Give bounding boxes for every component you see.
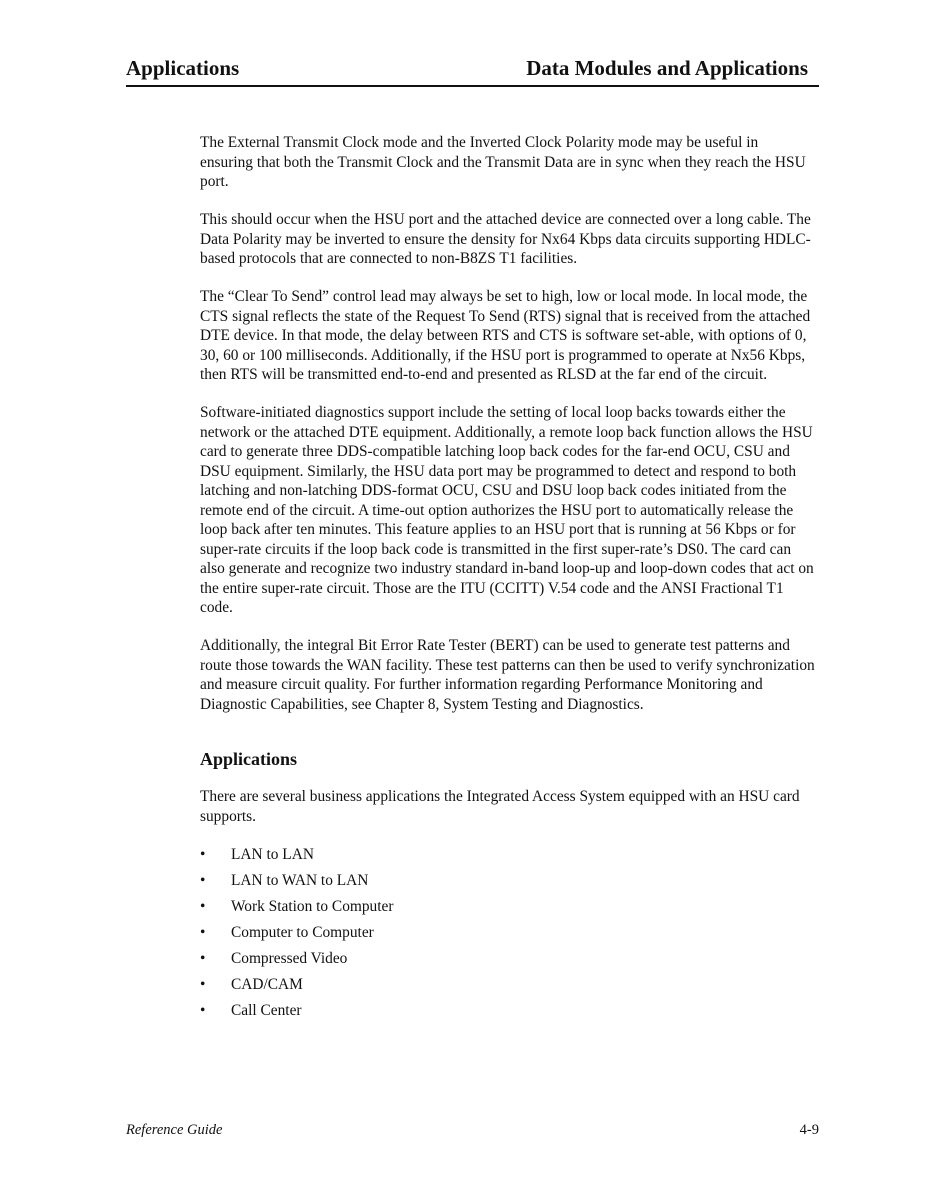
applications-intro: There are several business applications the Integrated Access System equipped with an HSU card supports.: [200, 788, 800, 825]
list-item-label: Compressed Video: [231, 949, 348, 967]
bullet-icon: •: [200, 1001, 206, 1019]
list-item: [200, 949, 815, 975]
bullet-icon: •: [200, 949, 206, 967]
paragraph-bert: Additionally, the integral Bit Error Rate Tester (BERT) can be used to generate test patterns and route those towards the WAN facility. These test patterns can then be used to verify synchronization and measure circuit quality. For further information regarding Performance Monitoring and Diagnostic Capabilities, see Chapter 8, System Testing and Diagnostics.: [200, 637, 815, 713]
list-item-label: Work Station to Computer: [231, 897, 394, 915]
bullet-icon: •: [200, 897, 206, 915]
list-item: [200, 897, 815, 923]
header-chapter-title: Data Modules and Applications: [526, 56, 808, 80]
header-section-title: Applications: [126, 56, 240, 80]
main-content: [200, 133, 815, 1027]
bullet-icon: •: [200, 845, 206, 863]
paragraph-clock-modes: The External Transmit Clock mode and the Inverted Clock Polarity mode may be useful in ensuring that both the Transmit Clock and the Transmit Data are in sync when they reach the HSU port.: [200, 134, 806, 190]
list-item-label: LAN to WAN to LAN: [231, 871, 369, 889]
list-item-label: Computer to Computer: [231, 923, 374, 941]
list-item: [200, 975, 815, 1001]
footer-document-title: Reference Guide: [126, 1122, 223, 1138]
paragraph-clear-to-send: The “Clear To Send” control lead may always be set to high, low or local mode. In local mode, the CTS signal reflects the state of the Request To Send (RTS) signal that is received from the attached DTE device. In that mode, the delay between RTS and CTS is software set-able, with options of 0, 30, 60 or 100 milliseconds. Additionally, if the HSU port is programmed to operate at Nx56 Kbps, then RTS will be transmitted end-to-end and presented as RLSD at the far end of the circuit.: [200, 288, 811, 383]
list-item: [200, 1001, 815, 1027]
page-header: [126, 55, 819, 87]
list-item: [200, 845, 815, 871]
section-heading-applications: Applications: [200, 749, 298, 769]
applications-list: [200, 845, 815, 1027]
page-number: 4-9: [799, 1122, 819, 1138]
list-item: [200, 923, 815, 949]
list-item-label: CAD/CAM: [231, 975, 303, 993]
bullet-icon: •: [200, 871, 206, 889]
list-item-label: Call Center: [231, 1001, 302, 1019]
list-item-label: LAN to LAN: [231, 845, 314, 863]
bullet-icon: •: [200, 975, 206, 993]
bullet-icon: •: [200, 923, 206, 941]
paragraph-diagnostics: Software-initiated diagnostics support include the setting of local loop backs towards either the network or the attached DTE equipment. Additionally, a remote loop back function allows the HSU card to generate three DDS-compatible latching loop back codes for the far-end OCU, CSU and DSU equipment. Similarly, the HSU data port may be programmed to detect and respond to both latching and non-latching DDS-format OCU, CSU and DSU loop back codes initiated from the remote end of the circuit. A time-out option authorizes the HSU port to automatically release the loop back after ten minutes. This feature applies to an HSU port that is running at 56 Kbps or for super-rate circuits if the loop back code is transmitted in the first super-rate’s DS0. The card can also generate and recognize two industry standard in-band loop-up and loop-down codes that act on the entire super-rate circuit. Those are the ITU (CCITT) V.54 code and the ANSI Fractional T1 code.: [200, 404, 814, 616]
list-item: [200, 871, 815, 897]
paragraph-data-polarity: This should occur when the HSU port and the attached device are connected over a long cable. The Data Polarity may be inverted to ensure the density for Nx64 Kbps data circuits supporting HDLC-based protocols that are connected to non-B8ZS T1 facilities.: [200, 211, 811, 267]
